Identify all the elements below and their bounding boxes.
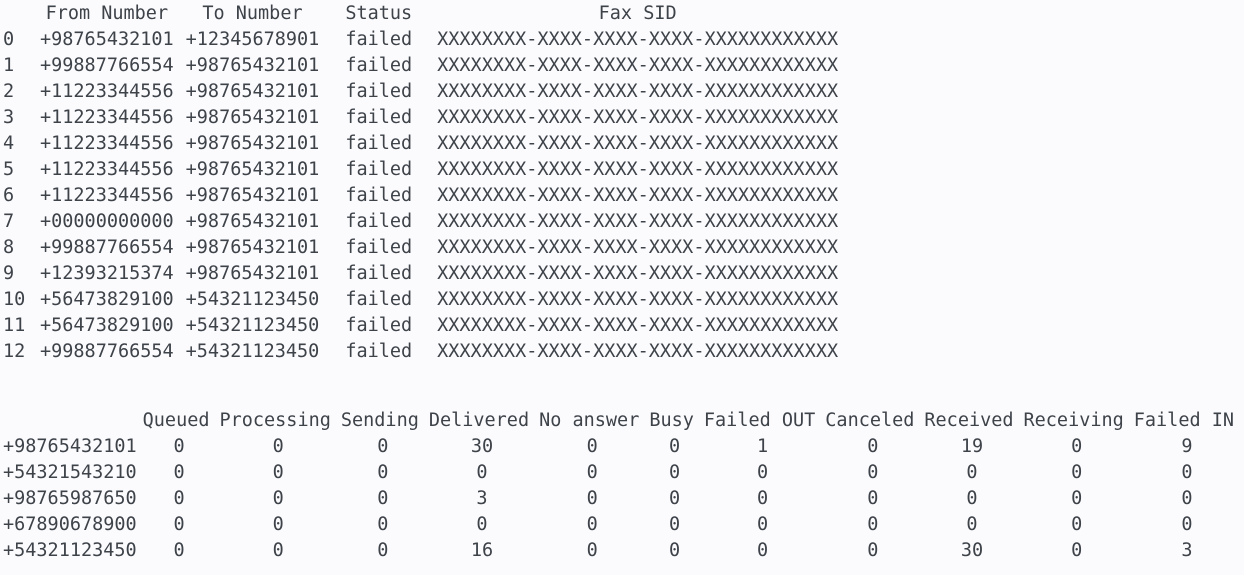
count-cell: 0 [1071,462,1083,483]
count-cell: 0 [272,488,284,509]
count-cell: 0 [1071,540,1083,561]
to-number-cell: +12345678901 [185,29,320,50]
count-cell: 3 [476,488,488,509]
count-cell: 0 [867,436,879,457]
column-header: No answer [539,410,640,431]
index-cell: 1 [3,55,15,76]
table-row [0,27,838,53]
count-cell: 19 [960,436,984,457]
count-cell: 0 [586,436,598,457]
status-cell: failed [345,289,413,310]
from-number-cell: +99887766554 [40,237,174,258]
from-number-cell: +56473829100 [40,315,174,336]
header-from-number: From Number [45,3,169,24]
to-number-cell: +98765432101 [185,81,320,102]
index-cell: 2 [3,81,15,102]
column-header: Failed IN [1133,410,1235,431]
index-cell: 11 [3,315,26,336]
table-row [0,79,838,105]
count-cell: 0 [377,436,389,457]
table-row [0,261,838,287]
fax-sid-cell: XXXXXXXX-XXXX-XXXX-XXXX-XXXXXXXXXXXX [437,315,839,336]
count-cell: 0 [586,462,598,483]
column-header: Received [924,410,1014,431]
to-number-cell: +98765432101 [185,263,320,284]
fax-log-table [0,1,838,365]
count-cell: 0 [669,514,681,535]
header-row [0,408,1238,434]
count-cell: 30 [470,436,494,457]
column-header: Receiving [1023,410,1124,431]
count-cell: 0 [1181,514,1193,535]
fax-log-header [0,1,838,27]
index-cell: 9 [3,263,15,284]
count-cell: 0 [173,540,185,561]
fax-log-body [0,27,838,365]
count-cell: 0 [1071,436,1083,457]
count-cell: 0 [586,514,598,535]
to-number-cell: +98765432101 [185,55,320,76]
count-cell: 0 [586,540,598,561]
count-cell: 16 [470,540,494,561]
from-number-cell: +11223344556 [40,81,174,102]
count-cell: 0 [867,540,879,561]
fax-sid-cell: XXXXXXXX-XXXX-XXXX-XXXX-XXXXXXXXXXXX [437,55,839,76]
status-cell: failed [345,159,413,180]
fax-sid-cell: XXXXXXXX-XXXX-XXXX-XXXX-XXXXXXXXXXXX [437,341,839,362]
table-row [0,287,838,313]
status-cell: failed [345,133,413,154]
count-cell: 0 [966,488,978,509]
count-cell: 0 [377,488,389,509]
header-label-spacer [0,408,137,434]
to-number-cell: +98765432101 [185,159,320,180]
count-cell: 0 [173,462,185,483]
table-row [0,235,838,261]
table-row [0,313,838,339]
index-cell: 7 [3,211,15,232]
count-cell: 0 [377,514,389,535]
count-cell: 0 [669,540,681,561]
summary-header [0,408,1238,434]
index-cell: 6 [3,185,15,206]
count-cell: 0 [966,514,978,535]
index-cell: 8 [3,237,15,258]
index-cell: 0 [3,29,15,50]
column-header: Canceled [825,410,915,431]
from-number-cell: +99887766554 [40,55,174,76]
summary-body [0,434,1238,564]
count-cell: 1 [757,436,769,457]
status-cell: failed [345,81,413,102]
count-cell: 0 [377,462,389,483]
count-cell: 0 [272,462,284,483]
count-cell: 0 [476,514,488,535]
header-fax-sid: Fax SID [598,3,677,24]
table-row [0,157,838,183]
count-cell: 0 [757,514,769,535]
count-cell: 0 [173,436,185,457]
status-summary-table [0,408,1238,564]
from-number-cell: +99887766554 [40,341,174,362]
from-number-cell: +11223344556 [40,185,174,206]
status-cell: failed [345,211,413,232]
index-cell: 3 [3,107,15,128]
count-cell: 0 [1181,488,1193,509]
from-number-cell: +11223344556 [40,133,174,154]
phone-label-cell: +54321543210 [3,462,137,483]
index-cell: 12 [3,341,26,362]
fax-sid-cell: XXXXXXXX-XXXX-XXXX-XXXX-XXXXXXXXXXXX [437,185,839,206]
from-number-cell: +11223344556 [40,107,174,128]
count-cell: 0 [1071,514,1083,535]
console-output [0,1,1244,575]
count-cell: 0 [173,514,185,535]
index-cell: 5 [3,159,15,180]
count-cell: 0 [757,488,769,509]
count-cell: 0 [669,488,681,509]
table-row [0,105,838,131]
column-header: Sending [340,410,419,431]
count-cell: 0 [272,436,284,457]
fax-sid-cell: XXXXXXXX-XXXX-XXXX-XXXX-XXXXXXXXXXXX [437,289,839,310]
fax-sid-cell: XXXXXXXX-XXXX-XXXX-XXXX-XXXXXXXXXXXX [437,107,839,128]
from-number-cell: +98765432101 [40,29,174,50]
phone-label-cell: +98765432101 [3,436,137,457]
count-cell: 9 [1181,436,1193,457]
to-number-cell: +54321123450 [185,341,320,362]
table-row [0,460,1238,486]
phone-label-cell: +98765987650 [3,488,137,509]
from-number-cell: +56473829100 [40,289,174,310]
from-number-cell: +12393215374 [40,263,174,284]
count-cell: 0 [272,540,284,561]
fax-sid-cell: XXXXXXXX-XXXX-XXXX-XXXX-XXXXXXXXXXXX [437,211,839,232]
fax-sid-cell: XXXXXXXX-XXXX-XXXX-XXXX-XXXXXXXXXXXX [437,133,839,154]
column-header: Processing [219,410,331,431]
status-cell: failed [345,263,413,284]
count-cell: 0 [757,462,769,483]
status-cell: failed [345,185,413,206]
status-cell: failed [345,29,413,50]
count-cell: 0 [669,436,681,457]
count-cell: 0 [867,514,879,535]
from-number-cell: +11223344556 [40,159,174,180]
table-row [0,538,1238,564]
to-number-cell: +98765432101 [185,185,320,206]
to-number-cell: +54321123450 [185,315,320,336]
count-cell: 0 [377,540,389,561]
table-row [0,131,838,157]
table-row [0,339,838,365]
phone-label-cell: +54321123450 [3,540,137,561]
count-cell: 0 [867,462,879,483]
column-header: Failed OUT [703,410,816,431]
table-row [0,486,1238,512]
count-cell: 0 [476,462,488,483]
fax-sid-cell: XXXXXXXX-XXXX-XXXX-XXXX-XXXXXXXXXXXX [437,263,839,284]
to-number-cell: +54321123450 [185,289,320,310]
header-to-number: To Number [202,3,303,24]
count-cell: 30 [960,540,984,561]
column-header: Busy [649,410,694,431]
index-cell: 10 [3,289,26,310]
status-cell: failed [345,315,413,336]
header-row [0,1,838,27]
fax-sid-cell: XXXXXXXX-XXXX-XXXX-XXXX-XXXXXXXXXXXX [437,237,839,258]
fax-sid-cell: XXXXXXXX-XXXX-XXXX-XXXX-XXXXXXXXXXXX [437,29,839,50]
count-cell: 0 [867,488,879,509]
count-cell: 0 [1071,488,1083,509]
column-header: Queued [142,410,210,431]
header-status: Status [345,3,413,24]
count-cell: 0 [173,488,185,509]
status-cell: failed [345,107,413,128]
to-number-cell: +98765432101 [185,107,320,128]
count-cell: 0 [1181,462,1193,483]
index-cell: 4 [3,133,15,154]
count-cell: 0 [669,462,681,483]
from-number-cell: +00000000000 [40,211,174,232]
count-cell: 0 [757,540,769,561]
column-header: Delivered [428,410,530,431]
status-cell: failed [345,341,413,362]
status-cell: failed [345,237,413,258]
fax-sid-cell: XXXXXXXX-XXXX-XXXX-XXXX-XXXXXXXXXXXX [437,159,839,180]
header-index [0,1,33,27]
count-cell: 0 [272,514,284,535]
status-cell: failed [345,55,413,76]
table-row [0,183,838,209]
to-number-cell: +98765432101 [185,237,320,258]
table-row [0,53,838,79]
table-row [0,209,838,235]
to-number-cell: +98765432101 [185,211,320,232]
to-number-cell: +98765432101 [185,133,320,154]
table-row [0,512,1238,538]
count-cell: 3 [1181,540,1193,561]
table-row [0,434,1238,460]
phone-label-cell: +67890678900 [3,514,137,535]
count-cell: 0 [966,462,978,483]
fax-sid-cell: XXXXXXXX-XXXX-XXXX-XXXX-XXXXXXXXXXXX [437,81,839,102]
count-cell: 0 [586,488,598,509]
